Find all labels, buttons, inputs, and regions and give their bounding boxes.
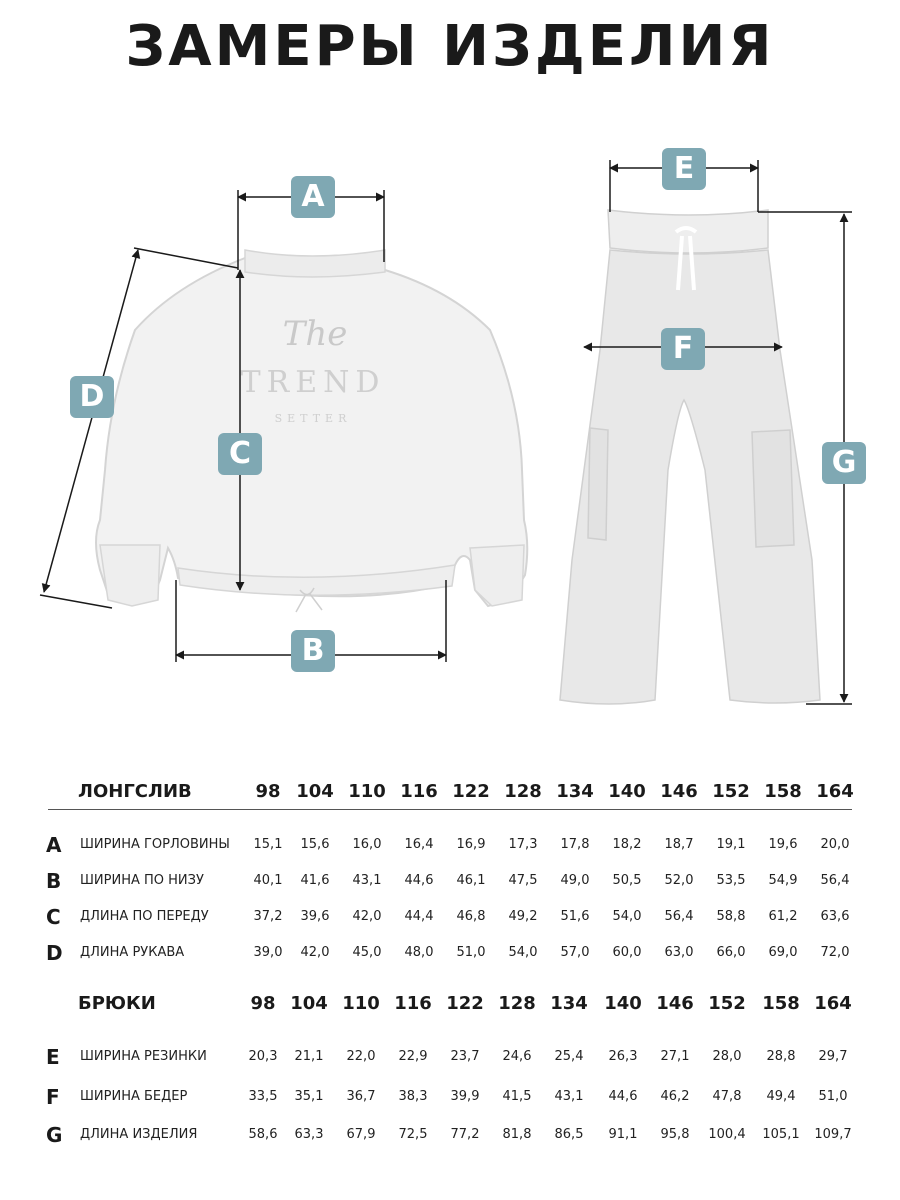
size-header: 128	[504, 781, 542, 802]
table-cell: 60,0	[612, 945, 642, 960]
print-word: TREND	[240, 365, 386, 400]
table-cell: 67,9	[346, 1127, 376, 1142]
table-cell: 51,0	[818, 1089, 848, 1104]
table-cell: 86,5	[554, 1127, 584, 1142]
table-cell: 16,0	[352, 837, 382, 852]
table-cell: 18,2	[612, 837, 642, 852]
table-cell: 49,2	[508, 909, 538, 924]
row-letter: D	[46, 941, 63, 965]
table-cell: 66,0	[716, 945, 746, 960]
row-name: ДЛИНА РУКАВА	[80, 945, 185, 960]
size-header: 146	[660, 781, 698, 802]
table-cell: 49,4	[766, 1089, 796, 1104]
size-header: 110	[342, 993, 380, 1014]
table-cell: 33,5	[248, 1089, 278, 1104]
size-header: 158	[762, 993, 800, 1014]
table-cell: 17,8	[560, 837, 590, 852]
table-cell: 16,9	[456, 837, 486, 852]
table-cell: 18,7	[664, 837, 694, 852]
row-letter: G	[46, 1123, 63, 1147]
size-header: 116	[394, 993, 432, 1014]
table-row	[0, 903, 900, 931]
table-cell: 49,0	[560, 873, 590, 888]
table-cell: 19,6	[768, 837, 798, 852]
table-cell: 45,0	[352, 945, 382, 960]
table-cell: 16,4	[404, 837, 434, 852]
table-cell: 23,7	[450, 1049, 480, 1064]
row-letter: A	[46, 833, 62, 857]
table-cell: 28,8	[766, 1049, 796, 1064]
table-cell: 15,1	[253, 837, 283, 852]
table-cell: 41,5	[502, 1089, 532, 1104]
garment-drawing	[0, 120, 900, 740]
size-header: 134	[556, 781, 594, 802]
table-cell: 20,3	[248, 1049, 278, 1064]
table-cell: 28,0	[712, 1049, 742, 1064]
table-cell: 54,0	[612, 909, 642, 924]
table-cell: 100,4	[708, 1127, 746, 1142]
table-row	[0, 1043, 900, 1071]
table-cell: 36,7	[346, 1089, 376, 1104]
table-row	[0, 867, 900, 895]
table-cell: 46,1	[456, 873, 486, 888]
size-header: 152	[708, 993, 746, 1014]
table-cell: 51,0	[456, 945, 486, 960]
row-name: ШИРИНА БЕДЕР	[80, 1089, 188, 1104]
size-header: 164	[814, 993, 852, 1014]
table-cell: 42,0	[352, 909, 382, 924]
table-cell: 43,1	[352, 873, 382, 888]
row-letter: C	[46, 905, 61, 929]
table-cell: 63,3	[294, 1127, 324, 1142]
longsleeve-divider	[48, 809, 852, 810]
row-name: ДЛИНА ПО ПЕРЕДУ	[80, 909, 209, 924]
table-cell: 35,1	[294, 1089, 324, 1104]
table-cell: 39,9	[450, 1089, 480, 1104]
table-cell: 47,5	[508, 873, 538, 888]
table-cell: 91,1	[608, 1127, 638, 1142]
row-name: ДЛИНА ИЗДЕЛИЯ	[80, 1127, 198, 1142]
table-cell: 48,0	[404, 945, 434, 960]
table-cell: 21,1	[294, 1049, 324, 1064]
table-cell: 81,8	[502, 1127, 532, 1142]
size-header: 104	[296, 781, 334, 802]
size-header: 164	[816, 781, 854, 802]
badge-f: F	[661, 328, 705, 370]
table-cell: 25,4	[554, 1049, 584, 1064]
table-cell: 54,0	[508, 945, 538, 960]
row-letter: B	[46, 869, 62, 893]
badge-d: D	[70, 376, 114, 418]
table-cell: 15,6	[300, 837, 330, 852]
table-cell: 44,6	[608, 1089, 638, 1104]
size-header: 140	[608, 781, 646, 802]
table-cell: 72,0	[820, 945, 850, 960]
table-cell: 77,2	[450, 1127, 480, 1142]
longsleeve-label: ЛОНГСЛИВ	[78, 781, 192, 802]
size-header: 104	[290, 993, 328, 1014]
table-cell: 17,3	[508, 837, 538, 852]
table-cell: 109,7	[814, 1127, 852, 1142]
badge-b: B	[291, 630, 335, 672]
size-header: 122	[446, 993, 484, 1014]
row-name: ШИРИНА ГОРЛОВИНЫ	[80, 837, 230, 852]
badge-g: G	[822, 442, 866, 484]
table-cell: 43,1	[554, 1089, 584, 1104]
table-cell: 42,0	[300, 945, 330, 960]
pants-illustration	[560, 210, 820, 704]
table-cell: 63,6	[820, 909, 850, 924]
table-cell: 61,2	[768, 909, 798, 924]
size-header: 128	[498, 993, 536, 1014]
size-header: 140	[604, 993, 642, 1014]
table-cell: 95,8	[660, 1127, 690, 1142]
size-header: 110	[348, 781, 386, 802]
table-cell: 54,9	[768, 873, 798, 888]
table-cell: 51,6	[560, 909, 590, 924]
table-row	[0, 939, 900, 967]
badge-c: C	[218, 433, 262, 475]
print-script: The	[282, 314, 348, 354]
size-header: 116	[400, 781, 438, 802]
garment-diagram	[0, 120, 900, 740]
size-header: 122	[452, 781, 490, 802]
table-cell: 37,2	[253, 909, 283, 924]
size-header: 98	[250, 993, 276, 1014]
table-cell: 39,6	[300, 909, 330, 924]
row-letter: F	[46, 1085, 60, 1109]
row-name: ШИРИНА ПО НИЗУ	[80, 873, 204, 888]
size-header: 134	[550, 993, 588, 1014]
pants-label: БРЮКИ	[78, 993, 156, 1014]
size-header: 98	[255, 781, 281, 802]
size-header: 146	[656, 993, 694, 1014]
size-header: 158	[764, 781, 802, 802]
pants-header	[0, 989, 900, 1019]
table-cell: 46,2	[660, 1089, 690, 1104]
table-cell: 50,5	[612, 873, 642, 888]
table-cell: 29,7	[818, 1049, 848, 1064]
table-row	[0, 1121, 900, 1149]
table-cell: 41,6	[300, 873, 330, 888]
badge-e: E	[662, 148, 706, 190]
table-cell: 38,3	[398, 1089, 428, 1104]
table-cell: 20,0	[820, 837, 850, 852]
table-cell: 19,1	[716, 837, 746, 852]
table-cell: 58,6	[248, 1127, 278, 1142]
page-title: ЗАМЕРЫ ИЗДЕЛИЯ	[125, 14, 775, 79]
table-cell: 56,4	[820, 873, 850, 888]
table-cell: 105,1	[762, 1127, 800, 1142]
table-cell: 56,4	[664, 909, 694, 924]
table-cell: 72,5	[398, 1127, 428, 1142]
table-cell: 39,0	[253, 945, 283, 960]
row-letter: E	[46, 1045, 60, 1069]
table-cell: 63,0	[664, 945, 694, 960]
table-cell: 22,9	[398, 1049, 428, 1064]
size-header: 152	[712, 781, 750, 802]
row-name: ШИРИНА РЕЗИНКИ	[80, 1049, 207, 1064]
table-cell: 22,0	[346, 1049, 376, 1064]
table-row	[0, 1083, 900, 1111]
table-cell: 58,8	[716, 909, 746, 924]
table-cell: 52,0	[664, 873, 694, 888]
print-sub: SETTER	[274, 412, 352, 425]
table-cell: 53,5	[716, 873, 746, 888]
table-cell: 57,0	[560, 945, 590, 960]
badge-a: A	[291, 176, 335, 218]
table-cell: 27,1	[660, 1049, 690, 1064]
table-cell: 40,1	[253, 873, 283, 888]
table-cell: 46,8	[456, 909, 486, 924]
table-cell: 69,0	[768, 945, 798, 960]
table-cell: 44,4	[404, 909, 434, 924]
longsleeve-header	[0, 777, 900, 807]
table-cell: 26,3	[608, 1049, 638, 1064]
table-row	[0, 831, 900, 859]
table-cell: 24,6	[502, 1049, 532, 1064]
table-cell: 44,6	[404, 873, 434, 888]
table-cell: 47,8	[712, 1089, 742, 1104]
longsleeve-illustration	[96, 250, 527, 612]
